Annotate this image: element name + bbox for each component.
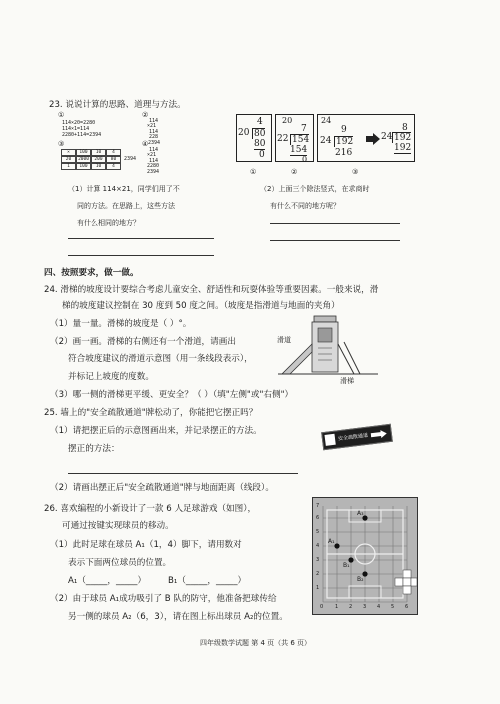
x-tick: 6 [405,604,409,610]
q26-line2: 可通过按键实现球员的移动。 [62,521,174,531]
method2-line3: 114 [149,129,159,135]
divisor: 24 [381,132,393,142]
dividend: 192 [336,137,354,147]
multiplication-work-panel [54,111,196,173]
method-label-3: ③ [58,140,65,148]
q23-sub1-line2: 同的方法。在思路上，这些方法 [77,202,175,210]
q24-sub1: （1）量一量。滑梯的坡度是（ ）°。 [50,319,192,329]
method3-sum: 2394 [124,156,137,162]
y-tick: 4 [316,543,320,549]
slide-illustration [278,308,378,386]
division-label-1: ① [250,168,257,176]
x-tick: 1 [335,604,339,610]
q26-line1: 26. 喜欢编程的小新设计了一款 6 人足球游戏（如图）， [44,504,257,514]
method2-line2: ×21 [147,123,157,129]
grid-cell: 100 [76,163,91,170]
player-label-b1: B₁ [343,562,350,569]
slide-structure-label: 滑梯 [340,377,354,385]
divisor: 22 [277,134,289,144]
q25-sub2: （2）请画出摆正后"安全疏散通道"牌与地面距离（线段）。 [50,483,274,493]
grid-cell: 4 [106,149,121,156]
dividend: 80 [254,129,266,139]
exit-person-icon [325,434,336,446]
answer-line[interactable] [270,223,400,224]
q25-sub1-method: 摆正的方法： [68,444,120,454]
grid-cell: 10 [91,163,106,170]
grid-cell: 10 [91,149,106,156]
method4-line1: 114 [149,147,159,153]
method4-line4: 2280 [147,163,160,169]
subtrahend: 192 [394,143,412,153]
q25-title: 25. 墙上的"安全疏散通道"牌松动了，你能把它摆正吗？ [44,408,258,418]
q26-sub2-line2: 另一侧的球员 A₂（6，3），请在图上标出球员 A₂的位置。 [68,612,288,622]
answer-line[interactable] [270,240,400,241]
section-title: 四、按照要求，做一做。 [44,268,139,278]
y-tick: 5 [316,529,320,535]
q23-sub1-line1: （1）计算 114×21，同学们用了不 [68,185,180,193]
grid-cell: 1 [61,163,76,170]
y-tick: 1 [316,585,320,591]
football-field-grid [312,497,418,615]
x-tick: 3 [363,604,367,610]
subtrahend: 80 [254,139,266,149]
quotient: 8 [402,123,408,133]
divisor: 24 [320,136,332,146]
answer-a1[interactable]: A₁（_____，_____） [68,576,147,586]
divisor: 20 [238,128,250,138]
grid-cell: 80 [106,156,121,163]
method4-line3: 114 [149,158,159,164]
division-box-1 [236,114,272,162]
dividend: 192 [394,133,412,143]
q24-line2: 梯的坡度建议控制在 30 度到 50 度之间。（坡度是指滑道与地面的夹角） [62,301,340,311]
remainder: 0 [302,155,308,164]
answer-line[interactable] [68,238,214,239]
estimate-note: 24 [321,116,332,125]
grid-cell: × [61,149,76,156]
q23-sub1-line3: 有什么相同的地方？ [77,219,140,227]
method-label-4: ④ [142,140,149,148]
quotient: 4 [257,117,263,127]
y-tick: 3 [316,557,320,563]
sign-text: 安全疏散通道 [337,432,369,443]
q26-sub1-line2: 表示下面两位球员的位置。 [68,558,172,568]
method2-line4: 228 [149,134,159,140]
method2-line5: 2394 [148,140,161,146]
q23-sub2-line1: （2）上面三个除法竖式，在求商时 [260,185,370,193]
y-tick: 7 [316,503,320,509]
method4-line5: 2394 [147,169,160,175]
division-box-2 [275,114,314,162]
arrow-right-icon [366,133,380,145]
q26-sub1-line1: （1）此时足球在球员 A₁（1，4）脚下，请用数对 [50,540,242,550]
player-label-a3: A₃ [357,510,364,517]
q26-sub2-line1: （2）由于球员 A₁成功吸引了 B 队的防守，他准备把球传给 [50,594,277,604]
q24-sub2-line3: 并标记上坡度的度数。 [68,372,154,382]
slide-label: 滑道 [277,336,291,344]
division-label-3: ③ [352,168,359,176]
y-tick: 2 [316,571,320,577]
player-label-a1: A₁ [328,538,335,545]
method1-line2: 114×1=114 [62,126,90,132]
subtrahend: 154 [290,145,308,155]
q23-title: 23. 说说计算的思路、道理与方法。 [49,100,186,110]
x-tick: 4 [377,604,381,610]
answer-line[interactable] [68,473,298,474]
grid-cell: 2000 [76,156,91,163]
grid-cell: 20 [61,156,76,163]
x-tick: 5 [391,604,395,610]
grid-cell: 200 [91,156,106,163]
method4-line2: ×21 [147,152,157,158]
q24-line1: 24. 滑梯的坡度设计要综合考虑儿童安全、舒适性和玩耍体验等重要因素。一般来说，滑 [44,285,379,295]
method-label-2: ② [142,111,149,119]
method3-grid [61,149,121,170]
grid-cell: 100 [76,149,91,156]
estimate-note: 20 [282,116,293,125]
method1-line3: 2280+114=2394 [62,132,102,138]
evacuation-sign [321,424,393,450]
player-label-b2: B₂ [357,576,364,583]
division-label-2: ② [291,168,298,176]
q24-sub2-line2: 符合坡度建议的滑道示意图（用一条线段表示）， [68,354,253,364]
answer-b1[interactable]: B₁（_____，_____） [168,576,247,586]
q24-sub2-line1: （2）画一画。滑梯的右侧还有一个滑道，请画出 [50,337,236,347]
q23-sub2-line2: 有什么不同的地方呢？ [270,202,340,210]
dividend: 154 [292,135,310,145]
method1-line1: 114×20=2280 [62,120,96,126]
player-a1-marker [334,543,339,548]
y-tick: 6 [316,515,320,521]
q24-sub3: （3）哪一侧的滑梯更平缓、更安全？（ ）（填"左侧"或"右侧"） [50,390,294,400]
method-label-1: ① [58,111,65,119]
x-tick: 2 [349,604,353,610]
page-footer: 四年级数学试题 第 4 页（共 6 页） [200,639,312,647]
remainder: 0 [259,150,265,160]
answer-line[interactable] [68,255,214,256]
quotient: 9 [341,125,347,135]
q25-sub1: （1）请把摆正后的示意图画出来，并记录摆正的方法。 [50,426,262,436]
grid-cell: 4 [106,163,121,170]
method2-line1: 114 [149,118,159,124]
field-drawing [313,498,417,614]
subtrahend: 216 [335,148,353,158]
quotient: 7 [301,124,307,134]
x-tick: 0 [320,604,324,610]
division-box-3 [317,114,415,162]
arrow-right-icon [370,429,387,439]
